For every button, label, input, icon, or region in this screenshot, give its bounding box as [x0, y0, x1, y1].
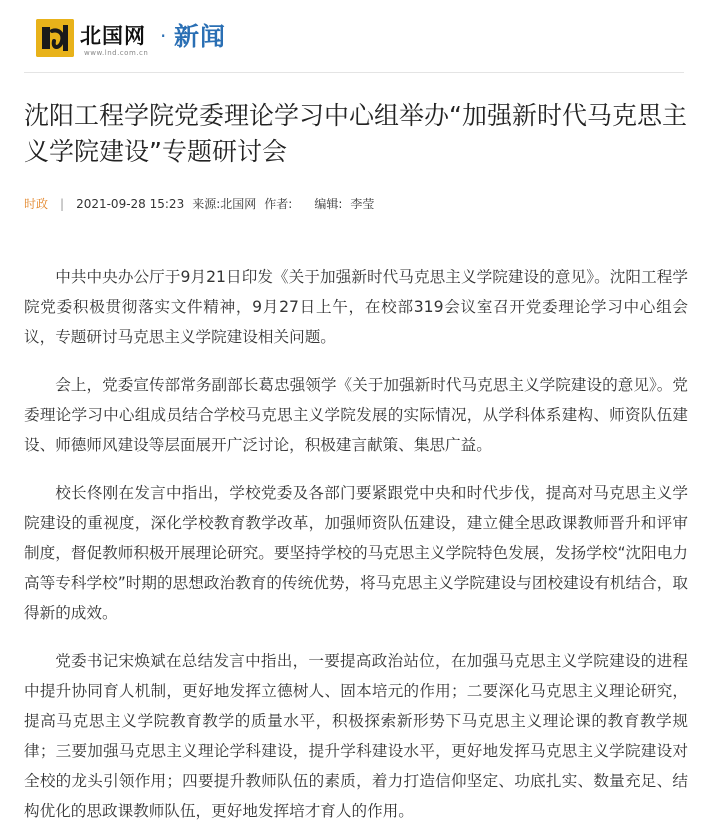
editor-value: 李莹	[350, 197, 375, 211]
article-paragraph: 校长佟刚在发言中指出，学校党委及各部门要紧跟党中央和时代步伐，提高对马克思主义学院建设的重视度，深化学校教育教学改革，加强师资队伍建设，建立健全思政课教师晋升和评审制度，督促教师积极开展理论研究。要坚持学校的马克思主义学院特色发展，发扬学校“沈阳电力高等专科学校”时期的思想政治教育的传统优势，将马克思主义学院建设与团校建设有机结合，取得新的成效。	[24, 484, 688, 622]
source-label: 来源:	[192, 197, 221, 211]
article-paragraph: 党委书记宋焕斌在总结发言中指出，一要提高政治站位，在加强马克思主义学院建设的进程中提升协同育人机制，更好地发挥立德树人、固本培元的作用；二要深化马克思主义理论研究，提高马克思主义学院教育教学的质量水平，积极探索新形势下马克思主义理论课的教育教学规律；三要加强马克思主义理论学科建设，提升学科建设水平，更好地发挥马克思主义学院建设对全校的龙头引领作用；四要提升教师队伍的素质，着力打造信仰坚定、功底扎实、数量充足、结构优化的思政课教师队伍，更好地发挥培才育人的作用。	[24, 652, 688, 820]
publish-datetime: 2021-09-28 15:23	[76, 197, 185, 211]
header-divider	[24, 72, 684, 73]
site-name[interactable]: 北国网	[80, 24, 146, 48]
site-url: www.lnd.com.cn	[84, 49, 149, 57]
meta-divider: |	[60, 197, 65, 211]
author-label: 作者:	[264, 197, 293, 211]
article-paragraph: 会上，党委宣传部常务副部长葛忠强领学《关于加强新时代马克思主义学院建设的意见》。党委理论学习中心组成员结合学校马克思主义学院发展的实际情况，从学科体系建构、师资队伍建设、师德师风建设等层面展开广泛讨论，积极建言献策、集思广益。	[24, 376, 688, 454]
section-link-news[interactable]: 新闻	[174, 22, 227, 51]
editor-label: 编辑:	[314, 197, 343, 211]
article-title: 沈阳工程学院党委理论学习中心组举办“加强新时代马克思主义学院建设”专题研讨会	[24, 101, 687, 166]
source-value: 北国网	[220, 197, 257, 211]
site-header	[0, 0, 718, 72]
article-body	[24, 262, 688, 836]
article-paragraph: 中共中央办公厅于9月21日印发《关于加强新时代马克思主义学院建设的意见》。沈阳工程学院党委积极贯彻落实文件精神，9月27日上午，在校部319会议室召开党委理论学习中心组会议，专题研讨马克思主义学院建设相关问题。	[24, 268, 688, 346]
lnd-logo-icon[interactable]	[36, 19, 74, 57]
category-link[interactable]: 时政	[24, 197, 49, 211]
header-separator: ·	[160, 24, 167, 48]
article-meta	[24, 196, 374, 212]
